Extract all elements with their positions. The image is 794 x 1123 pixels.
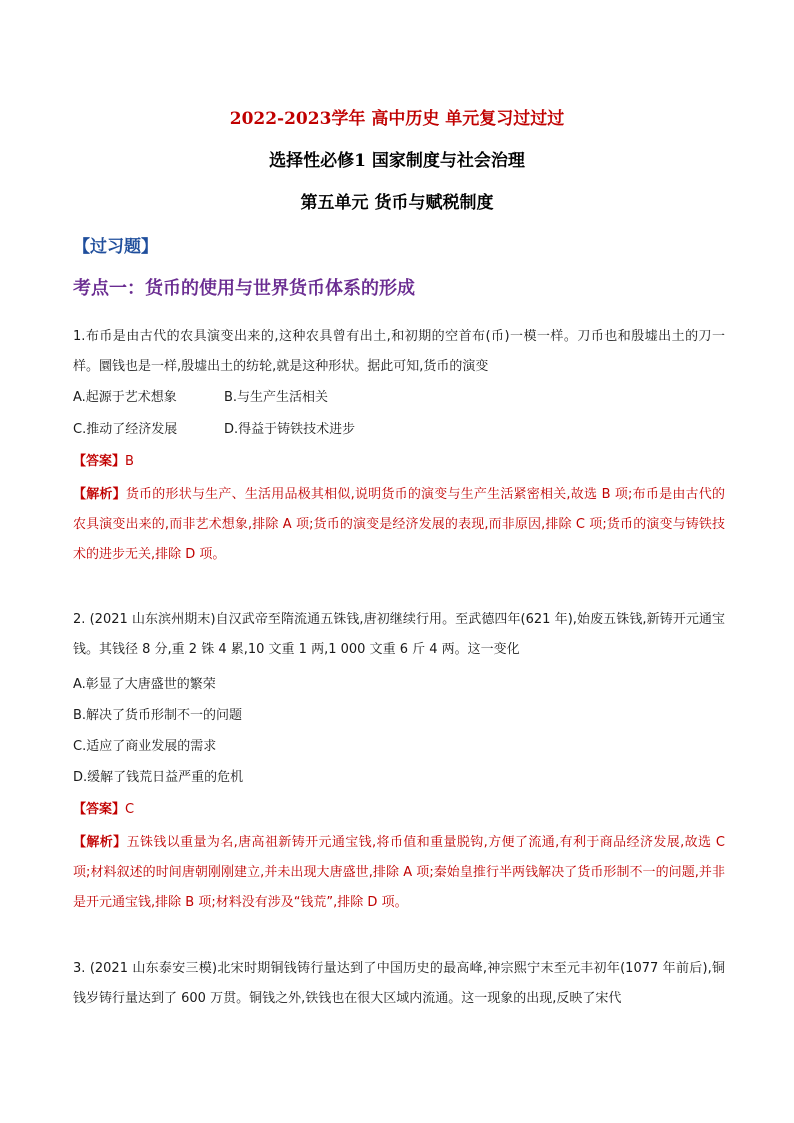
topic-heading: 考点一：货币的使用与世界货币体系的形成 (73, 278, 415, 299)
question-2-stem: 2. (2021 山东滨州期末)自汉武帝至隋流通五铢钱,唐初继续行用。至武德四年(621 年),始废五铢钱,新铸开元通宝钱。其钱径 8 分,重 2 铢 4 累,10 文重 1 两,1 000 文重 6 斤 4 两。这一变化 (73, 612, 725, 657)
section-label: 【过习题】 (73, 237, 158, 257)
question-2-option-c: C.适应了商业发展的需求 (73, 739, 217, 754)
question-1-analysis (73, 480, 725, 570)
document-title: 2022-2023学年 高中历史 单元复习过过过 (229, 109, 565, 129)
question-2-option-b: B.解决了货币形制不一的问题 (73, 708, 243, 723)
question-2-answer (73, 800, 134, 820)
question-1-option-a: A.起源于艺术想象 (73, 390, 177, 405)
question-2-analysis (73, 828, 725, 918)
question-1-answer (73, 452, 134, 472)
answer-value: C (125, 802, 135, 817)
document-subtitle: 选择性必修1 国家制度与社会治理 (269, 151, 525, 171)
analysis-tag: 【解析】 (73, 487, 126, 502)
question-1-stem: 1.布币是由古代的农具演变出来的,这种农具曾有出土,和初期的空首布(币)一模一样。刀币也和殷墟出土的刀一样。圜钱也是一样,殷墟出土的纺轮,就是这种形状。据此可知,货币的演变 (73, 329, 725, 374)
answer-value: B (125, 454, 134, 469)
analysis-text: 五铢钱以重量为名,唐高祖新铸开元通宝钱,将币值和重量脱钩,方便了流通,有利于商品经济发展,故选 C 项;材料叙述的时间唐朝刚刚建立,并未出现大唐盛世,排除 A 项;秦始皇推行半两钱解决了货币形制不一的问题,并非是开元通宝钱,排除 B 项;材料没有涉及“钱荒”,排除 D 项。 (73, 835, 725, 910)
question-2-option-a: A.彰显了大唐盛世的繁荣 (73, 677, 216, 692)
question-1-option-d: D.得益于铸铁技术进步 (224, 422, 356, 437)
answer-tag: 【答案】 (73, 802, 126, 817)
question-2-option-d: D.缓解了钱荒日益严重的危机 (73, 770, 244, 785)
question-1-option-b: B.与生产生活相关 (224, 390, 329, 405)
unit-title: 第五单元 货币与赋税制度 (300, 193, 494, 213)
question-1-option-c: C.推动了经济发展 (73, 422, 178, 437)
analysis-tag: 【解析】 (73, 835, 127, 850)
answer-tag: 【答案】 (73, 454, 126, 469)
analysis-text: 货币的形状与生产、生活用品极其相似,说明货币的演变与生产生活紧密相关,故选 B 项;布币是由古代的农具演变出来的,而非艺术想象,排除 A 项;货币的演变是经济发展的表现,而非原因,排除 C 项;货币的演变与铸铁技术的进步无关,排除 D 项。 (73, 487, 725, 562)
question-3-stem: 3. (2021 山东泰安三模)北宋时期铜钱铸行量达到了中国历史的最高峰,神宗熙宁末至元丰初年(1077 年前后),铜钱岁铸行量达到了 600 万贯。铜钱之外,铁钱也在很大区域内流通。这一现象的出现,反映了宋代 (73, 961, 725, 1006)
